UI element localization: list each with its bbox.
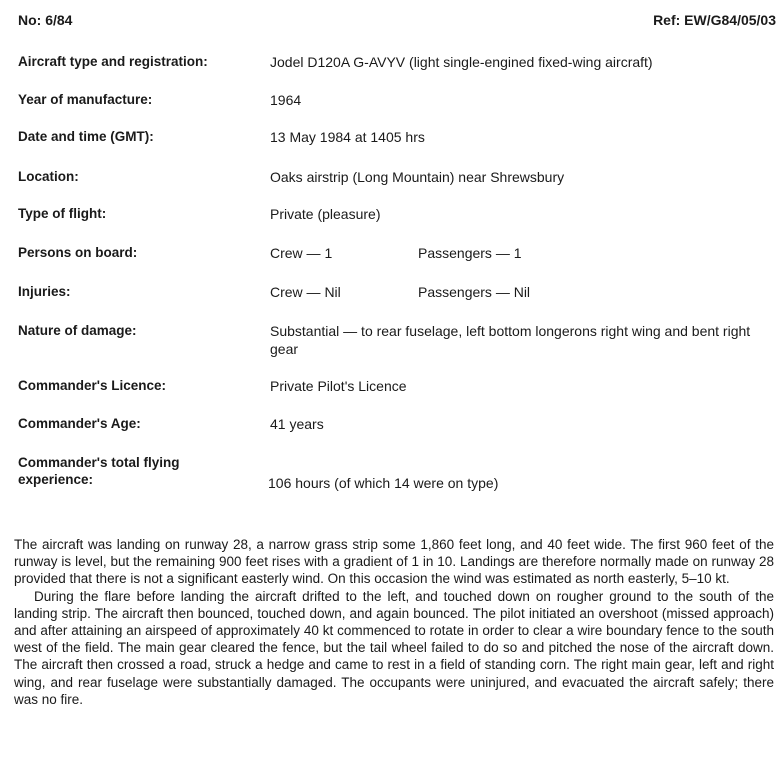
persons-crew: Crew — 1 (270, 245, 333, 261)
damage-value: Substantial — to rear fuselage, left bottom longerons right wing and bent right gear (270, 323, 751, 357)
location-value: Oaks airstrip (Long Mountain) near Shrewsbury (270, 169, 565, 185)
persons-label: Persons on board: (18, 245, 138, 260)
flight-type-label: Type of flight: (18, 206, 107, 221)
age-value: 41 years (270, 416, 324, 432)
report-number: No: 6/84 (18, 12, 73, 28)
date-label: Date and time (GMT): (18, 129, 154, 144)
experience-value: 106 hours (of which 14 were on type) (268, 475, 499, 491)
licence-value: Private Pilot's Licence (270, 378, 407, 394)
age-label: Commander's Age: (18, 416, 141, 431)
licence-label: Commander's Licence: (18, 378, 167, 393)
aircraft-value: Jodel D120A G-AVYV (light single-engined fixed-wing aircraft) (270, 54, 653, 70)
persons-passengers: Passengers — 1 (418, 245, 522, 261)
damage-label: Nature of damage: (18, 323, 137, 338)
flight-type-value: Private (pleasure) (270, 206, 381, 222)
location-label: Location: (18, 169, 79, 184)
narrative-paragraph-1: The aircraft was landing on runway 28, a narrow grass strip some 1,860 feet long, and 40 feet wide. The first 960 feet of the runway is level, but the remaining 900 feet rises with a gradient of 1 in 10. Landings are therefore normally made on runway 28 provided that there is not a significant easterly wind. On this occasion the wind was estimated as north easterly, 5–10 kt. (14, 537, 774, 587)
injuries-passengers: Passengers — Nil (418, 284, 531, 300)
year-value: 1964 (270, 92, 302, 108)
report-reference: Ref: EW/G84/05/03 (653, 12, 776, 28)
injuries-crew: Crew — Nil (270, 284, 341, 300)
narrative (14, 536, 774, 708)
aircraft-label: Aircraft type and registration: (18, 54, 208, 69)
year-label: Year of manufacture: (18, 92, 153, 107)
injuries-label: Injuries: (18, 284, 71, 299)
date-value: 13 May 1984 at 1405 hrs (270, 129, 425, 145)
experience-label: Commander's total flying experience: (18, 455, 180, 487)
narrative-paragraph-2: During the flare before landing the aircraft drifted to the left, and touched down on rougher ground to the south of the landing strip. The aircraft then bounced, touched down, and again bounced. The pilot initiated an overshoot (missed approach) and after attaining an airspeed of approximately 40 kt commenced to rotate in order to clear a wire boundary fence to the south west of the field. The main gear cleared the fence, but the tail wheel failed to do so and pitched the nose of the aircraft down. The aircraft then crossed a road, struck a hedge and came to rest in a field of standing corn. The right main gear, left and right wing, and rear fuselage were substantially damaged. The occupants were uninjured, and evacuated the aircraft safely; there was no fire. (14, 588, 774, 707)
